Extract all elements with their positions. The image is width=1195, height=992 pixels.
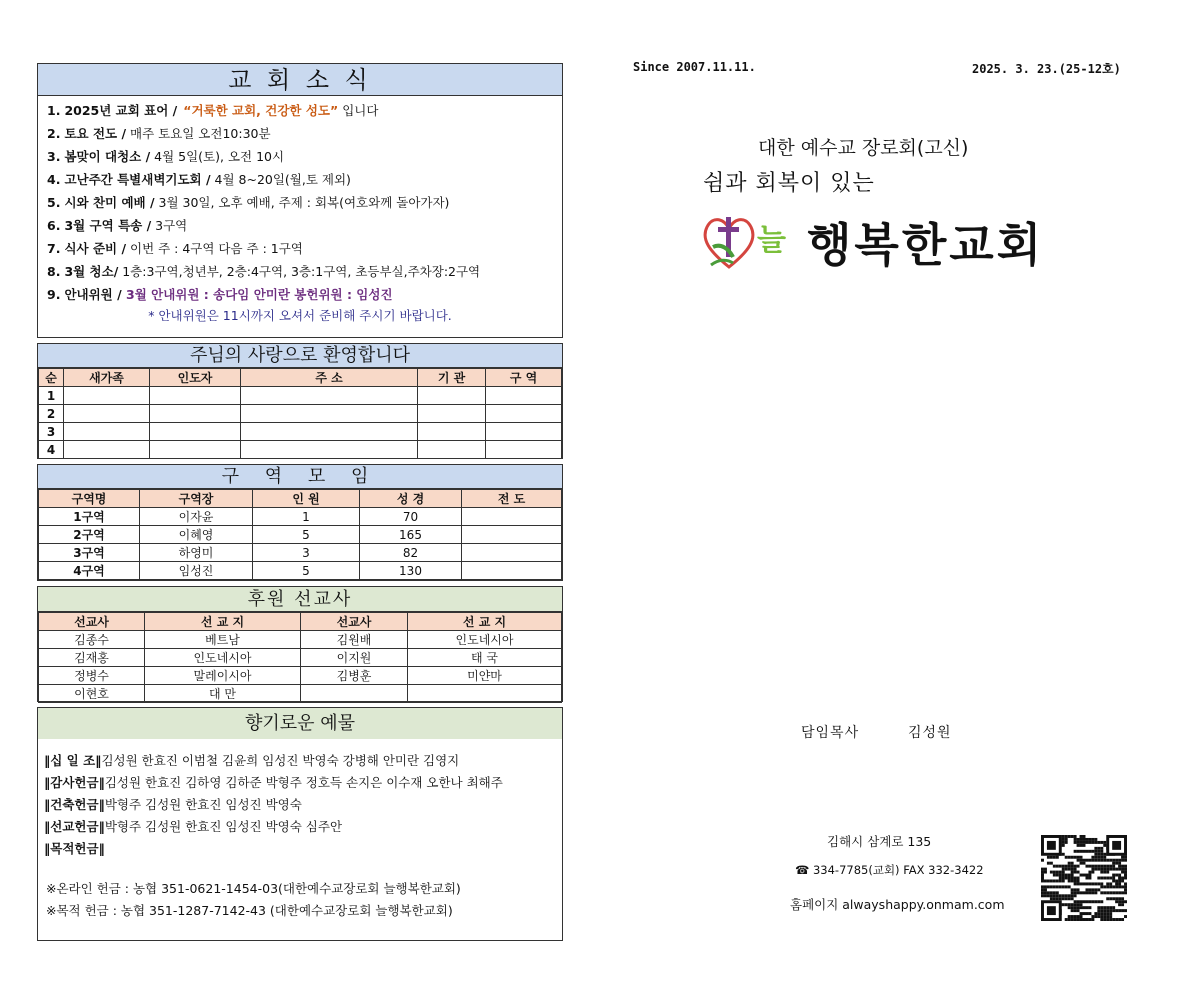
news-item-label: 2025년 교회 표어 / [64, 103, 178, 118]
offering-names: 김성원 한효진 이범철 김윤희 임성진 박영숙 강병해 안미란 김영지 [101, 753, 460, 768]
offering-title: 향기로운 예물 [38, 708, 562, 739]
welcome-cell [241, 441, 418, 459]
district-box [37, 464, 563, 581]
welcome-table [38, 368, 562, 459]
offering-label: ‖선교헌금‖ [44, 819, 105, 834]
missionary-header: 선교사 [39, 613, 145, 631]
news-item-text: 3월 30일, 오후 예배, 주제 : 회복(여호와께 돌아가자) [154, 195, 450, 210]
welcome-header: 구 역 [486, 369, 562, 387]
pastor-label: 담임목사 [801, 725, 860, 741]
district-cell: 3 [253, 544, 360, 562]
welcome-header: 새가족 [64, 369, 150, 387]
district-cell: 5 [253, 526, 360, 544]
news-item-number: 2. [47, 126, 61, 141]
church-logo [699, 207, 1079, 279]
offering-line [38, 838, 562, 860]
missionary-header: 선교사 [301, 613, 408, 631]
news-item [38, 283, 562, 306]
welcome-cell [150, 405, 241, 423]
missionary-title: 후원 선교사 [38, 587, 562, 612]
district-cell: 3구역 [39, 544, 140, 562]
offering-list [38, 739, 562, 860]
missionary-cell: 김원배 [301, 631, 408, 649]
missionary-header: 선 교 지 [145, 613, 301, 631]
missionary-cell [408, 685, 562, 703]
welcome-cell [64, 405, 150, 423]
welcome-cell [241, 423, 418, 441]
since-label: Since 2007.11.11. [633, 60, 756, 74]
news-item [38, 168, 562, 191]
church-homepage: 홈페이지 alwayshappy.onmam.com [790, 897, 1005, 912]
missionary-box [37, 586, 563, 702]
missionary-row [39, 631, 562, 649]
district-cell: 165 [360, 526, 462, 544]
district-header: 인 원 [253, 490, 360, 508]
slogan: 쉼과 회복이 있는 [703, 171, 875, 196]
news-item-number: 7. [47, 241, 61, 256]
online-account: ※온라인 헌금 : 농협 351-0621-1454-03(대한예수교장로회 늘행복한교회) [46, 881, 461, 896]
news-item [38, 260, 562, 283]
news-item-number: 4. [47, 172, 61, 187]
heart-cross-icon [699, 207, 759, 275]
pastor-name: 김성원 [908, 725, 952, 741]
church-name: 행복한교회 [807, 218, 1045, 272]
news-item-label: 식사 준비 / [64, 241, 127, 256]
district-cell [462, 508, 562, 526]
district-cell [462, 544, 562, 562]
district-cell [462, 526, 562, 544]
welcome-box [37, 343, 563, 459]
missionary-cell: 이현호 [39, 685, 145, 703]
district-cell: 1구역 [39, 508, 140, 526]
news-item-highlight: “거룩한 교회, 건강한 성도” [183, 103, 339, 118]
missionary-cell: 김병훈 [301, 667, 408, 685]
news-item [38, 145, 562, 168]
welcome-cell [418, 423, 486, 441]
missionary-cell: 말레이시아 [145, 667, 301, 685]
offering-box [37, 707, 563, 941]
district-cell: 130 [360, 562, 462, 580]
welcome-header: 기 관 [418, 369, 486, 387]
missionary-cell: 미얀마 [408, 667, 562, 685]
district-row [39, 508, 562, 526]
missionary-cell: 정병수 [39, 667, 145, 685]
welcome-row [39, 441, 562, 459]
district-cell: 이자윤 [140, 508, 253, 526]
news-item-label: 안내위원 / [64, 287, 122, 302]
news-item-text: 4월 5일(토), 오전 10시 [150, 149, 285, 164]
news-item-number: 3. [47, 149, 61, 164]
missionary-cell: 인도네시아 [145, 649, 301, 667]
news-item [38, 122, 562, 145]
missionary-cell: 인도네시아 [408, 631, 562, 649]
news-item-text: 4월 8~20일(월,토 제외) [210, 172, 351, 187]
district-cell: 5 [253, 562, 360, 580]
offering-label: ‖감사헌금‖ [44, 775, 105, 790]
offering-label: ‖목적헌금‖ [44, 841, 105, 856]
logo-prefix: 늘 [757, 223, 786, 258]
offering-names: 박형주 김성원 한효진 임성진 박영숙 심주안 [104, 819, 343, 834]
missionary-cell: 김종수 [39, 631, 145, 649]
welcome-cell [241, 405, 418, 423]
church-phone: ☎ 334-7785(교회) FAX 332-3422 [795, 863, 984, 877]
offering-line [38, 794, 562, 816]
missionary-row [39, 649, 562, 667]
offering-line [38, 772, 562, 794]
news-item-number: 1. [47, 103, 61, 118]
district-cell: 2구역 [39, 526, 140, 544]
denomination: 대한 예수교 장로회(고신) [758, 137, 969, 159]
district-cell: 1 [253, 508, 360, 526]
welcome-row-number: 1 [39, 387, 64, 405]
news-item [38, 191, 562, 214]
district-cell: 임성진 [140, 562, 253, 580]
welcome-row [39, 387, 562, 405]
district-cell: 4구역 [39, 562, 140, 580]
welcome-row [39, 423, 562, 441]
district-header: 전 도 [462, 490, 562, 508]
welcome-cell [150, 423, 241, 441]
district-cell: 70 [360, 508, 462, 526]
welcome-cell [486, 441, 562, 459]
welcome-cell [64, 441, 150, 459]
missionary-cell: 김재홍 [39, 649, 145, 667]
news-item-label: 토요 전도 / [64, 126, 127, 141]
offering-line [38, 816, 562, 838]
welcome-cell [150, 387, 241, 405]
welcome-cell [486, 405, 562, 423]
church-news-title: 교 회 소 식 [38, 64, 562, 96]
offering-label: ‖십 일 조‖ [44, 753, 102, 768]
news-item-number: 6. [47, 218, 61, 233]
news-item-text: 입니다 [338, 103, 379, 118]
district-row [39, 544, 562, 562]
welcome-header: 인도자 [150, 369, 241, 387]
welcome-cell [418, 387, 486, 405]
missionary-cell: 베트남 [145, 631, 301, 649]
welcome-cell [64, 423, 150, 441]
offering-label: ‖건축헌금‖ [44, 797, 105, 812]
missionary-cell [301, 685, 408, 703]
welcome-header: 주 소 [241, 369, 418, 387]
welcome-cell [486, 423, 562, 441]
news-item-label: 3월 청소/ [64, 264, 119, 279]
news-item-number: 9. [47, 287, 61, 302]
news-item-number: 5. [47, 195, 61, 210]
district-table [38, 489, 562, 580]
welcome-row-number: 2 [39, 405, 64, 423]
church-news-note: * 안내위원은 11시까지 오셔서 준비해 주시기 바랍니다. [148, 308, 452, 323]
offering-line [38, 750, 562, 772]
welcome-cell [418, 405, 486, 423]
missionary-header: 선 교 지 [408, 613, 562, 631]
district-header: 성 경 [360, 490, 462, 508]
news-item-highlight: 3월 안내위원 : 송다임 안미란 봉헌위원 : 임성진 [121, 287, 393, 302]
news-item-number: 8. [47, 264, 61, 279]
church-news-list [38, 96, 562, 306]
missionary-row [39, 685, 562, 703]
welcome-row-number: 3 [39, 423, 64, 441]
welcome-header: 순 [39, 369, 64, 387]
church-news-box [37, 63, 563, 338]
district-header: 구역명 [39, 490, 140, 508]
district-cell: 이혜영 [140, 526, 253, 544]
district-row [39, 562, 562, 580]
news-item-label: 봄맞이 대청소 / [64, 149, 151, 164]
news-item-label: 3월 구역 특송 / [64, 218, 152, 233]
news-item [38, 214, 562, 237]
news-item-text: 이번 주 : 4구역 다음 주 : 1구역 [126, 241, 303, 256]
welcome-cell [64, 387, 150, 405]
welcome-title: 주님의 사랑으로 환영합니다 [38, 344, 562, 368]
news-item-label: 시와 찬미 예배 / [64, 195, 155, 210]
district-cell: 하영미 [140, 544, 253, 562]
welcome-row-number: 4 [39, 441, 64, 459]
welcome-row [39, 405, 562, 423]
news-item [38, 237, 562, 260]
qr-code[interactable] [1041, 835, 1127, 921]
purpose-account: ※목적 헌금 : 농협 351-1287-7142-43 (대한예수교장로회 늘행복한교회) [46, 903, 453, 918]
district-header: 구역장 [140, 490, 253, 508]
welcome-cell [418, 441, 486, 459]
news-item-text: 매주 토요일 오전10:30분 [126, 126, 271, 141]
welcome-cell [150, 441, 241, 459]
district-row [39, 526, 562, 544]
offering-names: 김성원 한효진 김하영 김하준 박형주 정호득 손지은 이수재 오한나 최해주 [104, 775, 503, 790]
district-cell: 82 [360, 544, 462, 562]
missionary-row [39, 667, 562, 685]
missionary-cell: 이지원 [301, 649, 408, 667]
issue-date: 2025. 3. 23.(25-12호) [972, 62, 1121, 76]
missionary-table [38, 612, 562, 703]
news-item [38, 99, 562, 122]
district-cell [462, 562, 562, 580]
offering-names: 박형주 김성원 한효진 임성진 박영숙 [104, 797, 302, 812]
church-address: 김해시 삼계로 135 [827, 834, 932, 849]
news-item-text: 3구역 [151, 218, 188, 233]
welcome-cell [241, 387, 418, 405]
welcome-cell [486, 387, 562, 405]
qr-code-icon [1041, 835, 1127, 921]
missionary-cell: 태 국 [408, 649, 562, 667]
missionary-cell: 대 만 [145, 685, 301, 703]
news-item-text: 1층:3구역,청년부, 2층:4구역, 3층:1구역, 초등부실,주차장:2구역 [118, 264, 481, 279]
news-item-label: 고난주간 특별새벽기도회 / [64, 172, 211, 187]
district-title: 구 역 모 임 [38, 465, 562, 489]
